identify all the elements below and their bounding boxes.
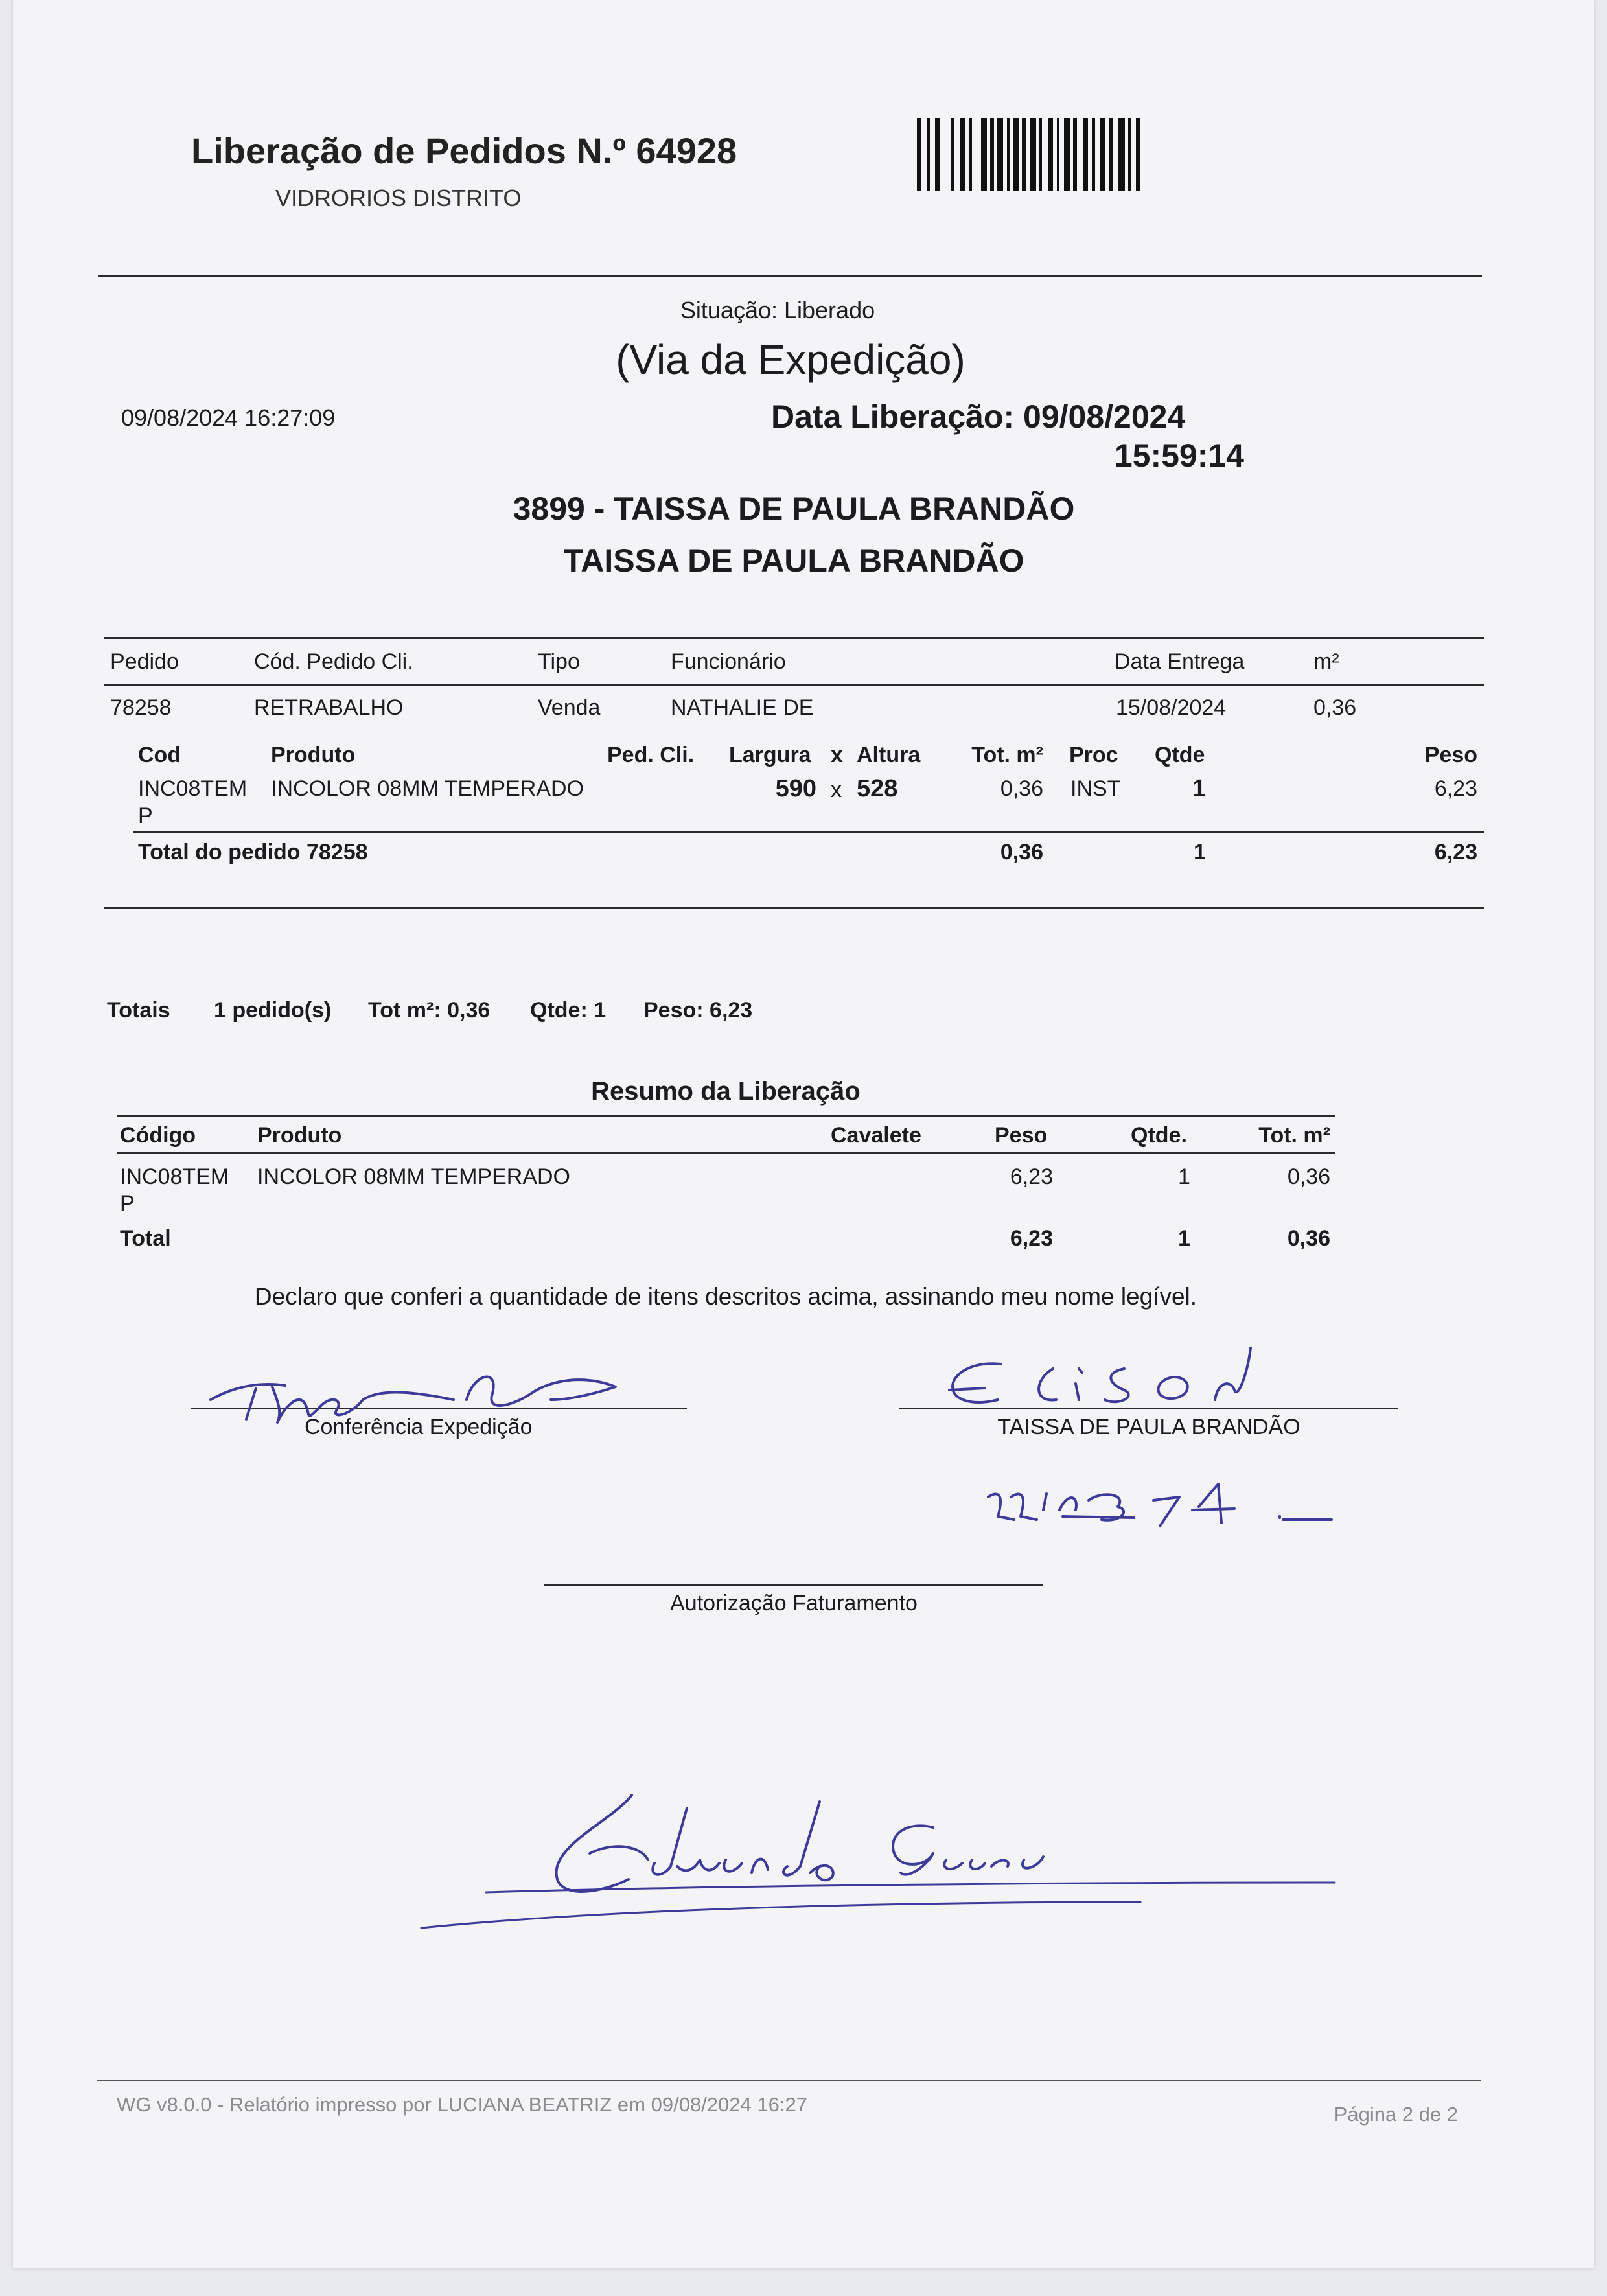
summary-codigo: INC08TEM (120, 1165, 229, 1189)
order-client-code: RETRABALHO (254, 695, 404, 720)
summary-title: Resumo da Liberação (591, 1077, 861, 1106)
order-total-m2: 0,36 (1000, 840, 1043, 864)
order-total-qtde: 1 (1194, 840, 1206, 864)
item-altura: 528 (857, 775, 898, 802)
summary-total-peso: 6,23 (1010, 1226, 1053, 1251)
item-proc: INST (1070, 776, 1121, 801)
footer-printed-by: WG v8.0.0 - Relatório impresso por LUCIANA BEATRIZ em 09/08/2024 16:27 (117, 2093, 807, 2116)
summary-produto: INCOLOR 08MM TEMPERADO (257, 1165, 571, 1189)
order-number: 78258 (110, 695, 172, 720)
footer-page: Página 2 de 2 (1334, 2103, 1458, 2126)
col-pedido: Pedido (110, 649, 179, 674)
footer-divider (97, 2080, 1481, 2081)
item-peso: 6,23 (1434, 776, 1477, 801)
col-funcionario: Funcionário (671, 649, 786, 674)
order-total-peso: 6,23 (1434, 840, 1477, 864)
summary-col-tot-m2: Tot. m² (1258, 1123, 1330, 1148)
totals-m2: Tot m²: 0,36 (368, 998, 491, 1023)
item-col-cod: Cod (138, 743, 181, 767)
item-cod-cont: P (138, 804, 153, 828)
status-text: Situação: Liberado (680, 297, 875, 323)
order-delivery-date: 15/08/2024 (1116, 695, 1227, 720)
summary-qtde: 1 (1178, 1165, 1190, 1189)
client-code-name: 3899 - TAISSA DE PAULA BRANDÃO (513, 491, 1075, 527)
col-data-entrega: Data Entrega (1115, 649, 1245, 674)
summary-total-tot-m2: 0,36 (1287, 1226, 1330, 1251)
order-m2: 0,36 (1313, 695, 1357, 720)
item-col-produto: Produto (271, 743, 356, 767)
item-col-x: x (831, 743, 843, 767)
summary-col-qtde: Qtde. (1131, 1123, 1187, 1148)
summary-codigo-cont: P (120, 1191, 135, 1216)
summary-col-codigo: Código (120, 1123, 196, 1148)
printed-datetime: 09/08/2024 16:27:09 (121, 404, 336, 431)
item-col-proc: Proc (1069, 743, 1118, 767)
item-produto: INCOLOR 08MM TEMPERADO (271, 776, 584, 801)
company-name: VIDRORIOS DISTRITO (275, 185, 522, 211)
document-title: Liberação de Pedidos N.º 64928 (191, 130, 737, 171)
release-date: Data Liberação: 09/08/2024 (771, 399, 1186, 435)
conferencia-label: Conferência Expedição (305, 1415, 533, 1439)
totals-label: Totais (107, 998, 170, 1023)
order-total-label: Total do pedido 78258 (138, 840, 368, 864)
item-col-largura: Largura (729, 743, 811, 767)
item-col-peso: Peso (1424, 743, 1477, 767)
col-tipo: Tipo (538, 649, 580, 674)
col-cod-pedido-cli: Cód. Pedido Cli. (254, 649, 413, 674)
item-x: x (831, 778, 842, 802)
item-col-tot-m2: Tot. m² (971, 743, 1043, 767)
client-name: TAISSA DE PAULA BRANDÃO (563, 542, 1024, 579)
via-title: (Via da Expedição) (616, 336, 965, 383)
autorizacao-label: Autorização Faturamento (670, 1591, 918, 1616)
order-employee: NATHALIE DE (671, 695, 814, 720)
declaration-text: Declaro que conferi a quantidade de itens descritos acima, assinando meu nome legível. (254, 1283, 1197, 1310)
order-type: Venda (538, 695, 601, 720)
client-signature-label: TAISSA DE PAULA BRANDÃO (997, 1415, 1301, 1439)
item-col-altura: Altura (857, 743, 921, 767)
col-m2: m² (1313, 649, 1339, 674)
summary-total-qtde: 1 (1178, 1226, 1190, 1251)
item-col-qtde: Qtde (1155, 743, 1205, 767)
release-time: 15:59:14 (1114, 437, 1244, 474)
summary-col-peso: Peso (995, 1123, 1048, 1148)
item-tot-m2: 0,36 (1000, 776, 1043, 801)
item-cod: INC08TEM (138, 776, 248, 801)
item-qtde: 1 (1192, 775, 1207, 802)
totals-pedidos: 1 pedido(s) (214, 998, 332, 1023)
summary-total-label: Total (120, 1226, 171, 1251)
summary-peso: 6,23 (1010, 1165, 1053, 1189)
summary-col-produto: Produto (257, 1123, 342, 1148)
summary-tot-m2: 0,36 (1287, 1165, 1330, 1189)
summary-col-cavalete: Cavalete (831, 1123, 921, 1148)
totals-peso: Peso: 6,23 (643, 998, 753, 1023)
totals-qtde: Qtde: 1 (530, 998, 607, 1023)
item-largura: 590 (775, 775, 816, 802)
item-col-ped-cli: Ped. Cli. (607, 743, 695, 767)
